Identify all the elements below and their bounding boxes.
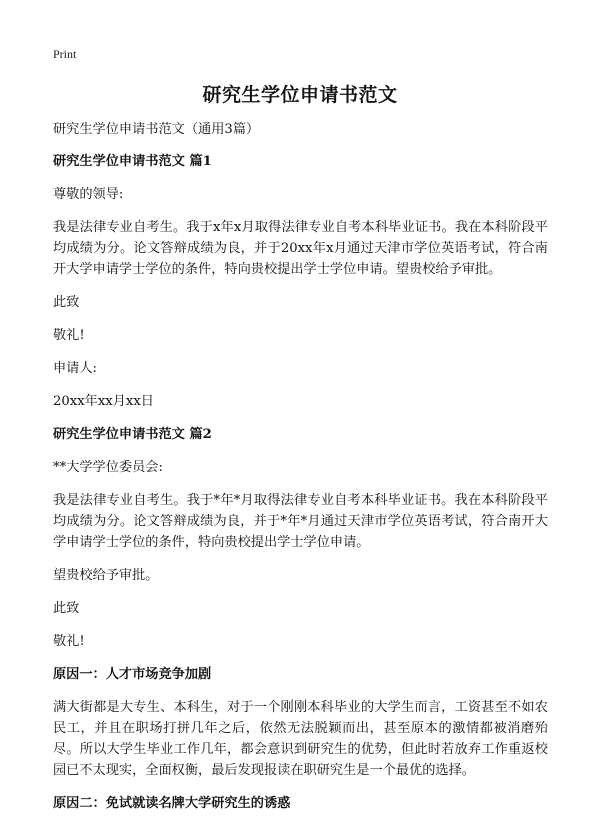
print-label: Print [53, 47, 77, 61]
body-paragraph-reason1: 满大街都是大专生、本科生，对于一个刚刚本科毕业的大学生而言，工资甚至不如农民工，并且在职场打拼几年之后，依然无法脱颖而出，甚至原本的激情都被消磨殆尽。所以大学生毕业工作几年，都会意识到研究生的优势，但此时若放弃工作重返校园已不太现实，全面权衡，最后发现报读在职研究生是一个最优的选择。 [53, 700, 548, 778]
request-line-part2: 望贵校给予审批。 [53, 568, 159, 583]
body-paragraph-part2: 我是法律专业自考生。我于*年*月取得法律专业自考本科毕业证书。我在本科阶段平均成绩为分。论文答辩成绩为良，并于*年*月通过天津市学位英语考试，符合南开大学申请学士学位的条件，特向贵校提出学士学位申请。 [53, 493, 548, 550]
section-heading-part1: 研究生学位申请书范文 篇1 [53, 154, 212, 169]
section-heading-reason1: 原因一：人才市场竞争加剧 [53, 667, 212, 682]
body-paragraph-part1: 我是法律专业自考生。我于x年x月取得法律专业自考本科毕业证书。我在本科阶段平均成绩为分。论文答辩成绩为良，并于20xx年x月通过天津市学位英语考试，符合南开大学申请学士学位的条件，特向贵校提出学士学位申请。望贵校给予审批。 [53, 220, 548, 277]
section-heading-part2: 研究生学位申请书范文 篇2 [53, 427, 212, 442]
applicant-line: 申请人: [53, 361, 98, 376]
regards-line-part2: 敬礼! [53, 634, 85, 649]
closing-line-part2: 此致 [53, 601, 80, 616]
closing-line-part1: 此致 [53, 295, 80, 310]
document-body [53, 119, 548, 826]
date-line: 20xx年xx月xx日 [53, 394, 154, 409]
salutation-part1: 尊敬的领导: [53, 187, 124, 202]
document-subtitle: 研究生学位申请书范文（通用3篇） [53, 122, 260, 137]
section-heading-reason2: 原因二：免试就读名牌大学研究生的诱惑 [53, 796, 291, 811]
regards-line-part1: 敬礼! [53, 328, 85, 343]
page-title: 研究生学位申请书范文 [202, 84, 398, 106]
salutation-part2: **大学学位委员会: [53, 460, 163, 475]
